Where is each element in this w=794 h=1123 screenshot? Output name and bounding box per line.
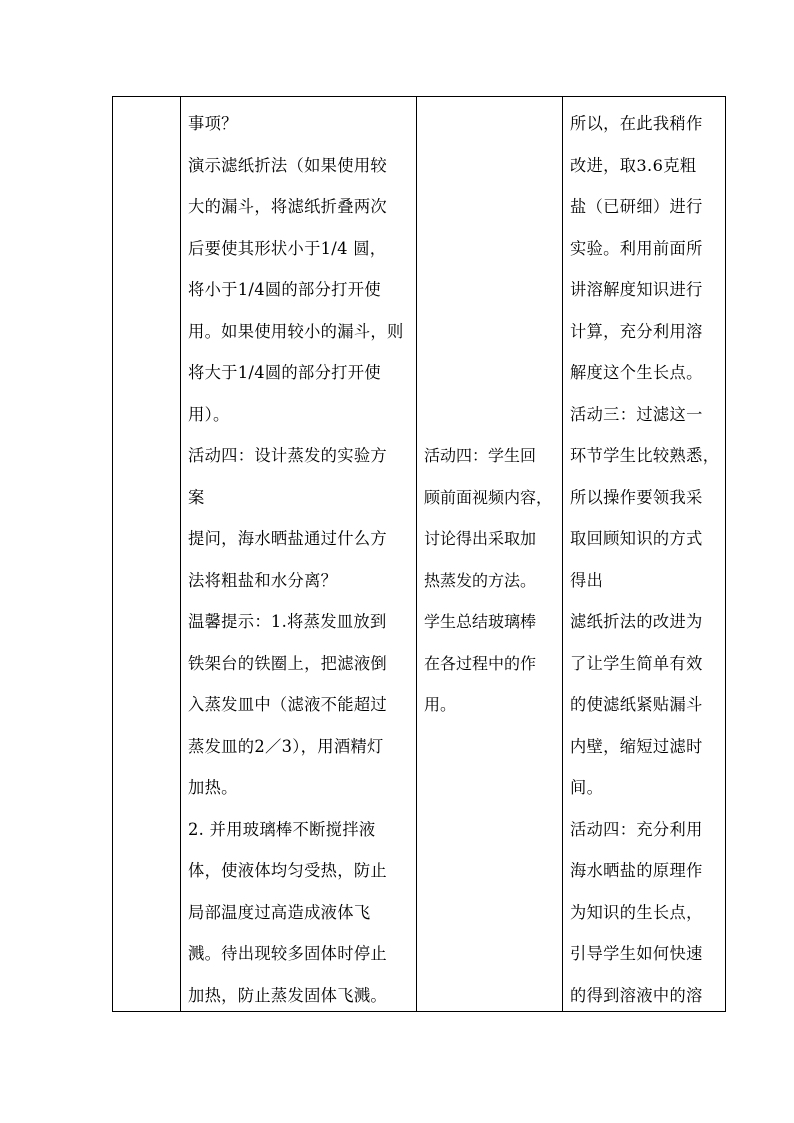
- text-line: 活动四：充分利用: [570, 819, 703, 839]
- design-intent-text: [570, 103, 723, 1016]
- text-line: 活动三：过滤这一: [570, 404, 703, 424]
- table-column-empty: [113, 97, 181, 1011]
- text-line: 所以操作要领我采: [570, 487, 703, 507]
- text-line: 加热。: [188, 778, 238, 797]
- text-line: 顾前面视频内容，: [424, 487, 553, 507]
- table-column-design-intent: [563, 97, 727, 1011]
- text-line: 局部温度过高造成液体飞: [188, 902, 371, 922]
- text-line: 将小于1/4圆的部分打开使: [188, 280, 381, 299]
- text-line: 加热，防止蒸发固体飞溅。: [188, 985, 387, 1005]
- text-line: 事项？: [188, 114, 238, 133]
- text-line: 将大于1/4圆的部分打开使: [188, 363, 381, 382]
- text-line: 溅。待出现较多固体时停止: [188, 944, 387, 963]
- text-line: 内壁，缩短过滤时: [570, 736, 703, 756]
- text-line: 铁架台的铁圈上，把滤液倒: [188, 653, 387, 673]
- text-line: 法将粗盐和水分离？: [188, 570, 338, 590]
- text-line: 2. 并用玻璃棒不断搅拌液: [188, 819, 376, 839]
- text-line: [424, 145, 558, 187]
- text-line: [424, 311, 558, 353]
- text-line: 体，使液体均匀受热，防止: [188, 861, 387, 880]
- text-line: 了让学生简单有效: [570, 653, 703, 673]
- text-line: [424, 269, 558, 311]
- text-line: 用。如果使用较小的漏斗，则: [188, 321, 404, 341]
- text-line: [424, 186, 558, 228]
- table-column-student-activity: [417, 97, 563, 1011]
- text-line: 引导学生如何快速: [570, 944, 703, 963]
- text-line: 活动四：设计蒸发的实验方: [188, 446, 387, 465]
- text-line: 海水晒盐的原理作: [570, 861, 703, 880]
- text-line: 蒸发皿的2／3），用酒精灯: [188, 736, 384, 756]
- text-line: 入蒸发皿中（滤液不能超过: [188, 695, 387, 714]
- text-line: 学生总结玻璃棒: [424, 612, 537, 631]
- text-line: 讲溶解度知识进行: [570, 280, 703, 299]
- text-line: 大的漏斗，将滤纸折叠两次: [188, 197, 387, 216]
- text-line: 温馨提示：1.将蒸发皿放到: [188, 612, 387, 631]
- text-line: [424, 352, 558, 394]
- text-line: 案: [188, 487, 205, 507]
- teacher-activity-text: [188, 103, 412, 1016]
- text-line: 的得到溶液中的溶: [570, 985, 703, 1005]
- text-line: 改进，取3.6克粗: [570, 155, 697, 175]
- student-activity-text: [424, 103, 558, 726]
- text-line: 后要使其形状小于1/4 圆，: [188, 238, 387, 258]
- table-column-teacher-activity: [181, 97, 417, 1011]
- text-line: 用。: [424, 695, 457, 714]
- text-line: 实验。利用前面所: [570, 238, 703, 258]
- text-line: [424, 103, 558, 145]
- text-line: 提问，海水晒盐通过什么方: [188, 529, 387, 548]
- text-line: 的使滤纸紧贴漏斗: [570, 695, 703, 714]
- text-line: 解度这个生长点。: [570, 363, 703, 382]
- text-line: 为知识的生长点，: [570, 902, 703, 922]
- text-line: 得出: [570, 570, 604, 590]
- text-line: [424, 394, 558, 436]
- text-line: 在各过程中的作: [424, 653, 537, 673]
- text-line: 滤纸折法的改进为: [570, 612, 703, 631]
- text-line: 环节学生比较熟悉，: [570, 446, 720, 465]
- text-line: 取回顾知识的方式: [570, 529, 703, 548]
- text-line: 所以，在此我稍作: [570, 114, 703, 133]
- text-line: [424, 228, 558, 270]
- text-line: 盐（已研细）进行: [570, 197, 703, 216]
- text-line: 活动四：学生回: [424, 446, 537, 465]
- lesson-plan-table: [112, 96, 726, 1012]
- text-line: 计算，充分利用溶: [570, 321, 703, 341]
- text-line: 间。: [570, 778, 604, 797]
- text-line: 热蒸发的方法。: [424, 570, 537, 590]
- text-line: 讨论得出采取加: [424, 529, 537, 548]
- text-line: 演示滤纸折法（如果使用较: [188, 155, 387, 175]
- text-line: 用）。: [188, 404, 230, 424]
